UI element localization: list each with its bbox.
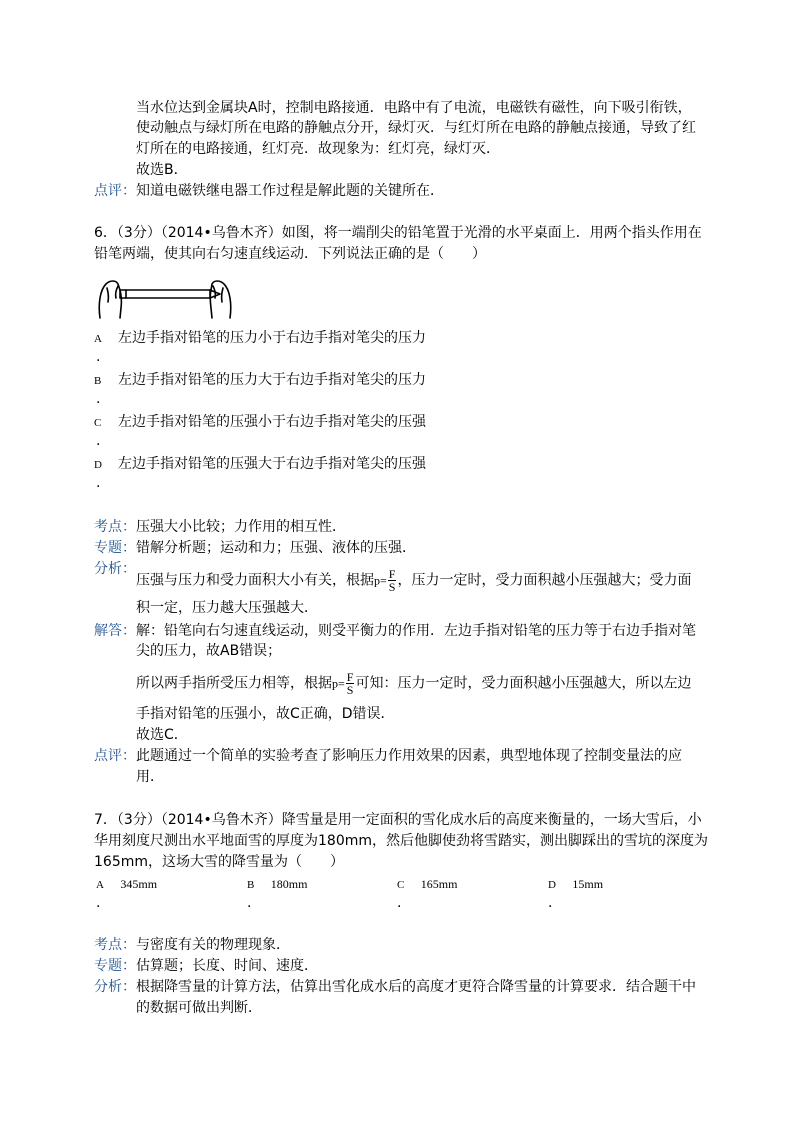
q7-option-a-text: 345mm [120, 877, 158, 891]
q6-jieda-line-2: 尖的压力，故AB错误； [136, 643, 282, 659]
q7-kaodian-label: 考点： [94, 937, 136, 953]
q7-option-a-dot: . [96, 895, 101, 911]
q7-zhuanti-text: 估算题；长度、时间、速度． [136, 958, 318, 974]
q6-jieda-text-3a: 所以两手指所受压力相等，根据 [136, 675, 332, 692]
q6-jieda-text-3b: 可知：压力一定时，受力面积越小压强越大，所以左边 [355, 675, 692, 692]
q6-jieda-formula-fraction [346, 671, 355, 696]
q7-option-c-letter: C [397, 879, 405, 891]
q7-stem-line-3: 165mm，这场大雪的降雪量为（ ） [94, 854, 344, 870]
q6-jieda-formula-p: p= [332, 676, 345, 691]
q6-zhuanti-label: 专题： [94, 540, 136, 556]
q6-fenxi-text-a: 压强与压力和受力面积大小有关，根据 [136, 572, 374, 589]
q7-zhuanti [94, 956, 318, 976]
q7-option-d [548, 874, 603, 895]
q6-fenxi-text-b: ，压力一定时，受力面积越小压强越大；受力面 [397, 572, 692, 589]
q6-fenxi-label [94, 559, 136, 579]
q6-formula-denominator: S [388, 580, 396, 594]
q6-kaodian [94, 517, 346, 537]
q7-option-c-text: 165mm [420, 877, 458, 891]
q6-jieda-label: 解答： [94, 623, 136, 639]
q7-option-a-letter: A [96, 879, 104, 891]
q7-stem-line-1: 7．（3分）（2014•乌鲁木齐）降雪量是用一定面积的雪化成水后的高度来衡量的，一场大雪后，小 [94, 812, 702, 828]
q7-option-b [247, 874, 307, 895]
q6-option-c-text: 左边手指对铅笔的压强小于右边手指对笔尖的压强 [118, 414, 426, 430]
q6-formula-p: p= [374, 573, 387, 588]
q6-jieda-line-4: 手指对铅笔的压强小，故C正确，D错误． [136, 706, 395, 722]
q6-jieda-line-1 [94, 621, 696, 641]
q6-fenxi-line-1 [136, 568, 691, 593]
q7-option-b-dot: . [247, 895, 252, 911]
q6-option-c-letter: C [94, 417, 102, 429]
q7-fenxi-line-1 [94, 977, 696, 997]
q6-zhuanti [94, 538, 416, 558]
q7-kaodian [94, 935, 290, 955]
q6-dianping-text-1: 此题通过一个简单的实验考查了影响压力作用效果的因素，典型地体现了控制变量法的应 [136, 748, 682, 764]
q7-option-d-text: 15mm [572, 877, 604, 891]
q6-kaodian-label: 考点： [94, 519, 136, 535]
prev-comment [94, 181, 444, 201]
q6-option-a-text: 左边手指对铅笔的压力小于右边手指对笔尖的压力 [118, 330, 426, 346]
prev-analysis-line-3: 灯所在的电路接通，红灯亮．故现象为：红灯亮，绿灯灭． [136, 141, 500, 157]
q7-option-c-dot: . [397, 895, 402, 911]
q6-option-c [94, 412, 101, 433]
prev-analysis-line-2: 使动触点与绿灯所在电路的静触点分开，绿灯灭．与红灯所在电路的静触点接通，导致了红 [136, 120, 696, 136]
q7-fenxi-text-1: 根据降雪量的计算方法，估算出雪化成水后的高度才更符合降雪量的计算要求．结合题干中 [136, 979, 696, 995]
prev-comment-text: 知道电磁铁继电器工作过程是解此题的关键所在． [136, 183, 444, 199]
q6-jieda-formula-numerator: F [346, 670, 354, 684]
prev-analysis-line-1: 当水位达到金属块A时，控制电路接通．电路中有了电流，电磁铁有磁性，向下吸引衔铁， [136, 100, 692, 116]
q6-option-b-dot: . [96, 391, 101, 407]
q6-formula-numerator: F [388, 567, 396, 581]
q7-kaodian-text: 与密度有关的物理现象． [136, 937, 290, 953]
q6-jieda-text-1: 解：铅笔向右匀速直线运动，则受平衡力的作用．左边手指对铅笔的压力等于右边手指对笔 [136, 623, 696, 639]
q6-option-b-letter: B [94, 375, 102, 387]
q7-option-a [96, 874, 157, 895]
q6-dianping-line-2: 用． [136, 769, 164, 785]
q7-zhuanti-label: 专题： [94, 958, 136, 974]
q6-fenxi-line-2: 积一定，压力越大压强越大． [136, 600, 318, 616]
q6-dianping-label: 点评： [94, 748, 136, 764]
q7-option-b-letter: B [247, 879, 255, 891]
q6-jieda-formula-denominator: S [346, 683, 354, 697]
q6-stem-line-2: 铅笔两端，使其向右匀速直线运动．下列说法正确的是（ ） [94, 246, 486, 262]
q6-option-b [94, 370, 101, 391]
q6-option-d-dot: . [96, 475, 101, 491]
q6-fenxi-label-text: 分析： [94, 561, 136, 577]
q6-dianping-line-1 [94, 746, 682, 766]
q6-jieda-line-3 [136, 671, 691, 696]
q6-jieda-line-5: 故选C． [136, 727, 188, 743]
q6-option-a-letter: A [94, 333, 102, 345]
prev-comment-label: 点评： [94, 183, 136, 199]
q6-kaodian-text: 压强大小比较；力作用的相互性． [136, 519, 346, 535]
q6-formula-fraction [388, 568, 397, 593]
q6-option-d-text: 左边手指对铅笔的压强大于右边手指对笔尖的压强 [118, 456, 426, 472]
q6-option-a-dot: . [96, 349, 101, 365]
prev-analysis-line-4: 故选B． [136, 162, 188, 178]
q6-option-d [94, 454, 102, 475]
q7-fenxi-line-2: 的数据可做出判断． [136, 1000, 262, 1016]
pencil-fingers-figure [94, 274, 236, 320]
q6-stem-line-1: 6．（3分）（2014•乌鲁木齐）如图，将一端削尖的铅笔置于光滑的水平桌面上．用两个指头作用在 [94, 225, 702, 241]
q7-stem-line-2: 华用刻度尺测出水平地面雪的厚度为180mm，然后他脚使劲将雪踏实，测出脚踩出的雪坑的深度为 [94, 833, 708, 849]
q7-fenxi-label: 分析： [94, 979, 136, 995]
q6-option-a [94, 328, 102, 349]
q6-option-b-text: 左边手指对铅笔的压力大于右边手指对笔尖的压力 [118, 372, 426, 388]
q6-zhuanti-text: 错解分析题；运动和力；压强、液体的压强． [136, 540, 416, 556]
q6-option-d-letter: D [94, 459, 102, 471]
q7-option-d-dot: . [548, 895, 553, 911]
q6-option-c-dot: . [96, 433, 101, 449]
q7-option-b-text: 180mm [270, 877, 308, 891]
q7-option-c [397, 874, 457, 895]
q7-option-d-letter: D [548, 879, 556, 891]
